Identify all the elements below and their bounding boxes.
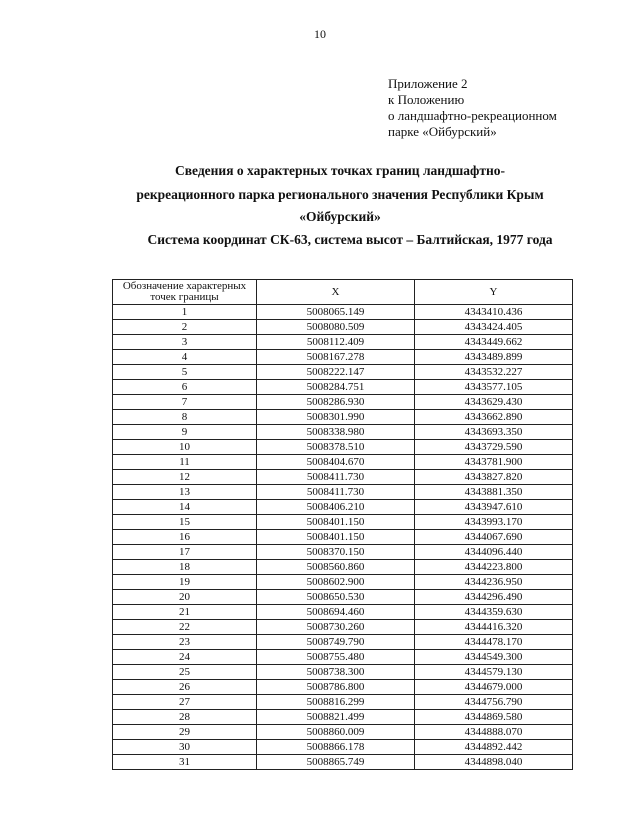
cell-y: 4343629.430	[415, 395, 573, 410]
cell-x: 5008378.510	[257, 440, 415, 455]
table-row	[113, 380, 573, 395]
cell-point: 17	[113, 545, 257, 560]
cell-point: 10	[113, 440, 257, 455]
table-row	[113, 515, 573, 530]
cell-y: 4343827.820	[415, 470, 573, 485]
table-row	[113, 545, 573, 560]
cell-x: 5008401.150	[257, 515, 415, 530]
table-row	[113, 590, 573, 605]
table-row	[113, 440, 573, 455]
table-row	[113, 725, 573, 740]
cell-y: 4343993.170	[415, 515, 573, 530]
cell-point: 21	[113, 605, 257, 620]
page-number: 10	[314, 27, 326, 41]
cell-point: 16	[113, 530, 257, 545]
cell-x: 5008411.730	[257, 470, 415, 485]
cell-y: 4343424.405	[415, 320, 573, 335]
appendix-line-2: к Положению	[388, 92, 465, 107]
cell-point: 26	[113, 680, 257, 695]
table-row	[113, 560, 573, 575]
cell-point: 22	[113, 620, 257, 635]
appendix-line-3: о ландшафтно-рекреационном	[388, 108, 557, 123]
cell-y: 4343693.350	[415, 425, 573, 440]
cell-point: 31	[113, 755, 257, 770]
cell-x: 5008301.990	[257, 410, 415, 425]
header-y: Y	[415, 280, 573, 305]
cell-point: 30	[113, 740, 257, 755]
cell-point: 6	[113, 380, 257, 395]
title-line-1: Сведения о характерных точках границ ландшафтно-	[174, 163, 506, 178]
table-row	[113, 530, 573, 545]
table-row	[113, 455, 573, 470]
cell-point: 20	[113, 590, 257, 605]
cell-x: 5008786.800	[257, 680, 415, 695]
cell-point: 15	[113, 515, 257, 530]
table-body	[113, 305, 573, 770]
cell-point: 18	[113, 560, 257, 575]
table-row	[113, 500, 573, 515]
table-row	[113, 710, 573, 725]
title-line-4: Система координат СК-63, система высот – Балтийская, 1977 года	[147, 232, 553, 247]
title-line-2: рекреационного парка регионального значения Республики Крым	[136, 187, 544, 202]
cell-y: 4343449.662	[415, 335, 573, 350]
table-row	[113, 485, 573, 500]
cell-point: 3	[113, 335, 257, 350]
cell-y: 4343881.350	[415, 485, 573, 500]
cell-y: 4344679.000	[415, 680, 573, 695]
cell-y: 4343489.899	[415, 350, 573, 365]
cell-y: 4343729.590	[415, 440, 573, 455]
cell-x: 5008694.460	[257, 605, 415, 620]
table-row	[113, 620, 573, 635]
cell-point: 11	[113, 455, 257, 470]
cell-x: 5008286.930	[257, 395, 415, 410]
cell-x: 5008749.790	[257, 635, 415, 650]
cell-y: 4344096.440	[415, 545, 573, 560]
table-row	[113, 410, 573, 425]
header-point-label: Обозначение характерных точек границы	[113, 280, 257, 305]
cell-y: 4344067.690	[415, 530, 573, 545]
cell-x: 5008730.260	[257, 620, 415, 635]
table-header-row	[113, 280, 573, 305]
cell-y: 4343781.900	[415, 455, 573, 470]
cell-point: 1	[113, 305, 257, 320]
cell-x: 5008401.150	[257, 530, 415, 545]
cell-x: 5008112.409	[257, 335, 415, 350]
cell-y: 4344296.490	[415, 590, 573, 605]
table-row	[113, 635, 573, 650]
table-row	[113, 350, 573, 365]
table-row	[113, 470, 573, 485]
table-row	[113, 320, 573, 335]
cell-y: 4344416.320	[415, 620, 573, 635]
cell-y: 4344756.790	[415, 695, 573, 710]
cell-point: 8	[113, 410, 257, 425]
cell-point: 29	[113, 725, 257, 740]
title-line-3: «Ойбурский»	[299, 209, 381, 224]
cell-point: 9	[113, 425, 257, 440]
cell-y: 4344359.630	[415, 605, 573, 620]
cell-point: 14	[113, 500, 257, 515]
cell-y: 4344236.950	[415, 575, 573, 590]
cell-y: 4343947.610	[415, 500, 573, 515]
cell-x: 5008167.278	[257, 350, 415, 365]
cell-x: 5008411.730	[257, 485, 415, 500]
cell-point: 5	[113, 365, 257, 380]
cell-x: 5008404.670	[257, 455, 415, 470]
coordinates-table	[112, 279, 573, 770]
cell-x: 5008560.860	[257, 560, 415, 575]
table-row	[113, 680, 573, 695]
cell-x: 5008821.499	[257, 710, 415, 725]
cell-x: 5008080.509	[257, 320, 415, 335]
table-row	[113, 650, 573, 665]
cell-y: 4343532.227	[415, 365, 573, 380]
cell-point: 23	[113, 635, 257, 650]
cell-point: 4	[113, 350, 257, 365]
cell-x: 5008406.210	[257, 500, 415, 515]
cell-x: 5008816.299	[257, 695, 415, 710]
cell-y: 4343577.105	[415, 380, 573, 395]
cell-point: 2	[113, 320, 257, 335]
table-row	[113, 335, 573, 350]
table-row	[113, 755, 573, 770]
cell-x: 5008338.980	[257, 425, 415, 440]
cell-point: 13	[113, 485, 257, 500]
appendix-note	[388, 76, 557, 140]
cell-point: 25	[113, 665, 257, 680]
table-row	[113, 305, 573, 320]
header-x: X	[257, 280, 415, 305]
cell-point: 28	[113, 710, 257, 725]
cell-point: 27	[113, 695, 257, 710]
cell-x: 5008860.009	[257, 725, 415, 740]
cell-x: 5008866.178	[257, 740, 415, 755]
table-row	[113, 575, 573, 590]
appendix-line-1: Приложение 2	[388, 76, 468, 91]
cell-x: 5008284.751	[257, 380, 415, 395]
appendix-line-4: парке «Ойбурский»	[388, 124, 497, 139]
cell-x: 5008738.300	[257, 665, 415, 680]
cell-y: 4344579.130	[415, 665, 573, 680]
cell-y: 4344223.800	[415, 560, 573, 575]
table-row	[113, 425, 573, 440]
table-row	[113, 695, 573, 710]
table-row	[113, 740, 573, 755]
cell-y: 4344549.300	[415, 650, 573, 665]
cell-x: 5008865.749	[257, 755, 415, 770]
cell-x: 5008370.150	[257, 545, 415, 560]
cell-x: 5008065.149	[257, 305, 415, 320]
table-row	[113, 605, 573, 620]
cell-y: 4344888.070	[415, 725, 573, 740]
table-row	[113, 665, 573, 680]
cell-y: 4344892.442	[415, 740, 573, 755]
cell-point: 24	[113, 650, 257, 665]
cell-y: 4344869.580	[415, 710, 573, 725]
cell-point: 12	[113, 470, 257, 485]
cell-y: 4343410.436	[415, 305, 573, 320]
table-row	[113, 365, 573, 380]
cell-y: 4343662.890	[415, 410, 573, 425]
cell-x: 5008222.147	[257, 365, 415, 380]
cell-x: 5008755.480	[257, 650, 415, 665]
cell-x: 5008602.900	[257, 575, 415, 590]
cell-point: 19	[113, 575, 257, 590]
cell-point: 7	[113, 395, 257, 410]
cell-x: 5008650.530	[257, 590, 415, 605]
cell-y: 4344898.040	[415, 755, 573, 770]
table-row	[113, 395, 573, 410]
cell-y: 4344478.170	[415, 635, 573, 650]
